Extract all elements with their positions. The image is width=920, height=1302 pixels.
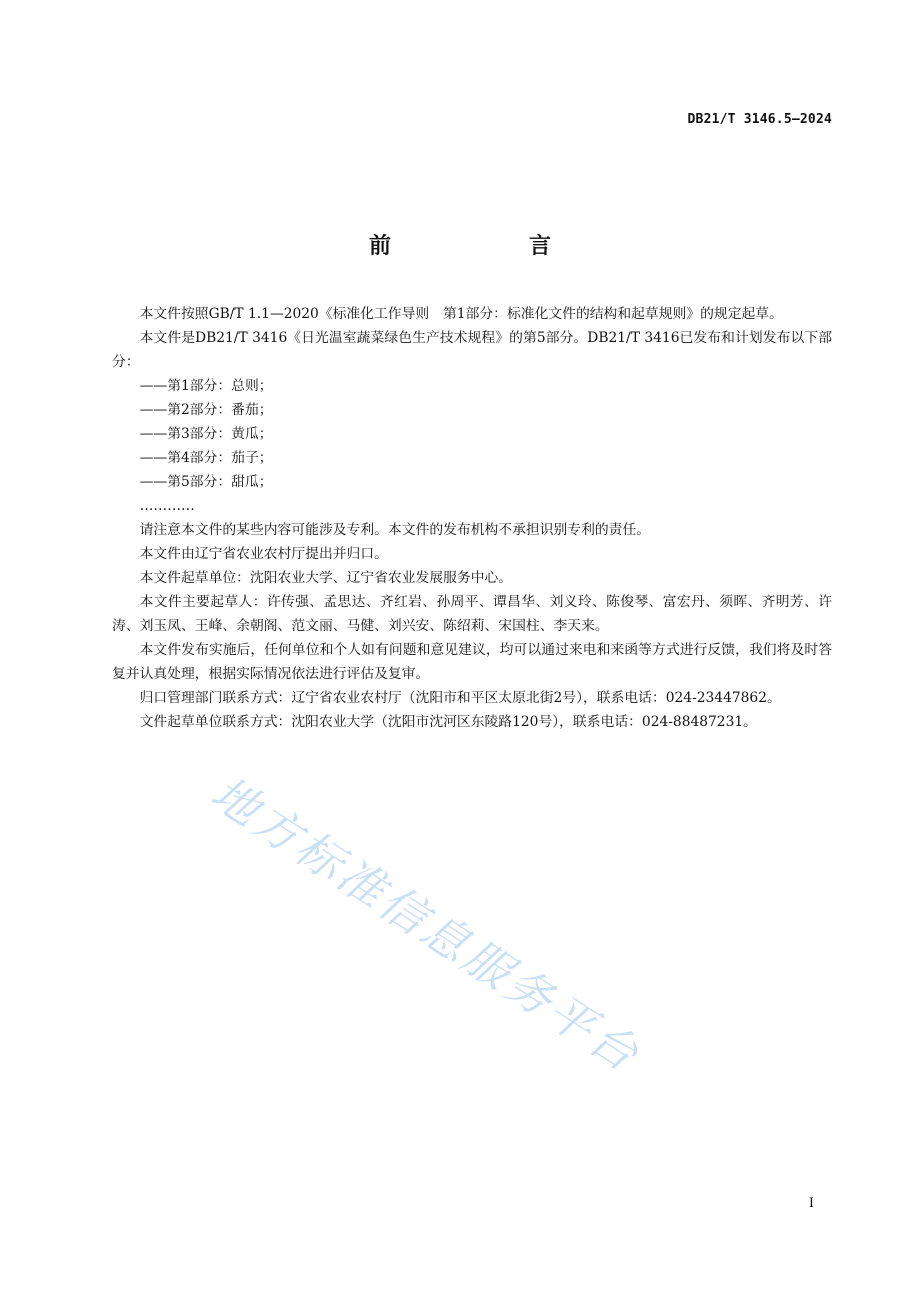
paragraph-drafting-rules: 本文件按照GB/T 1.1—2020《标准化工作导则 第1部分：标准化文件的结构和起草规则》的规定起草。	[139, 306, 783, 322]
list-item-part-1: ——第1部分：总则；	[139, 378, 273, 394]
list-ellipsis: …………	[139, 498, 195, 514]
list-item-part-3: ——第3部分：黄瓜；	[139, 426, 273, 442]
page-title: 前 言	[368, 234, 609, 259]
paragraph-feedback: 本文件发布实施后，任何单位和个人如有问题和意见建议，均可以通过来电和来函等方式进行反馈，我们将及时答复并认真处理，根据实际情况依法进行评估及复审。	[112, 642, 832, 682]
list-item-part-5: ——第5部分：甜瓜；	[139, 474, 273, 490]
watermark: 地方标准信息服务平台	[201, 765, 651, 1084]
standard-code: DB21/T 3146.5—2024	[687, 112, 832, 127]
paragraph-patent-notice: 请注意本文件的某些内容可能涉及专利。本文件的发布机构不承担识别专利的责任。	[139, 522, 651, 538]
list-item-part-2: ——第2部分：番茄；	[139, 402, 273, 418]
foreword-body	[112, 302, 832, 734]
page-number: I	[808, 1196, 814, 1211]
paragraph-series-intro: 本文件是DB21/T 3416《日光温室蔬菜绿色生产技术规程》的第5部分。DB21/T 3416已发布和计划发布以下部分：	[112, 330, 832, 370]
paragraph-drafting-units: 本文件起草单位：沈阳农业大学、辽宁省农业发展服务中心。	[139, 570, 513, 586]
paragraph-authority-contact: 归口管理部门联系方式：辽宁省农业农村厅（沈阳市和平区太原北街2号），联系电话：024-23447862。	[139, 690, 781, 706]
list-item-part-4: ——第4部分：茄子；	[139, 450, 273, 466]
paragraph-drafter-contact: 文件起草单位联系方式：沈阳农业大学（沈阳市沈河区东陵路120号），联系电话：024-88487231。	[139, 714, 757, 730]
paragraph-drafters: 本文件主要起草人：许传强、孟思达、齐红岩、孙周平、谭昌华、刘义玲、陈俊琴、富宏丹、须晖、齐明芳、许涛、刘玉凤、王峰、余朝阁、范文丽、马健、刘兴安、陈绍莉、宋国柱、李天来。	[112, 594, 832, 634]
paragraph-proposer: 本文件由辽宁省农业农村厅提出并归口。	[139, 546, 388, 562]
